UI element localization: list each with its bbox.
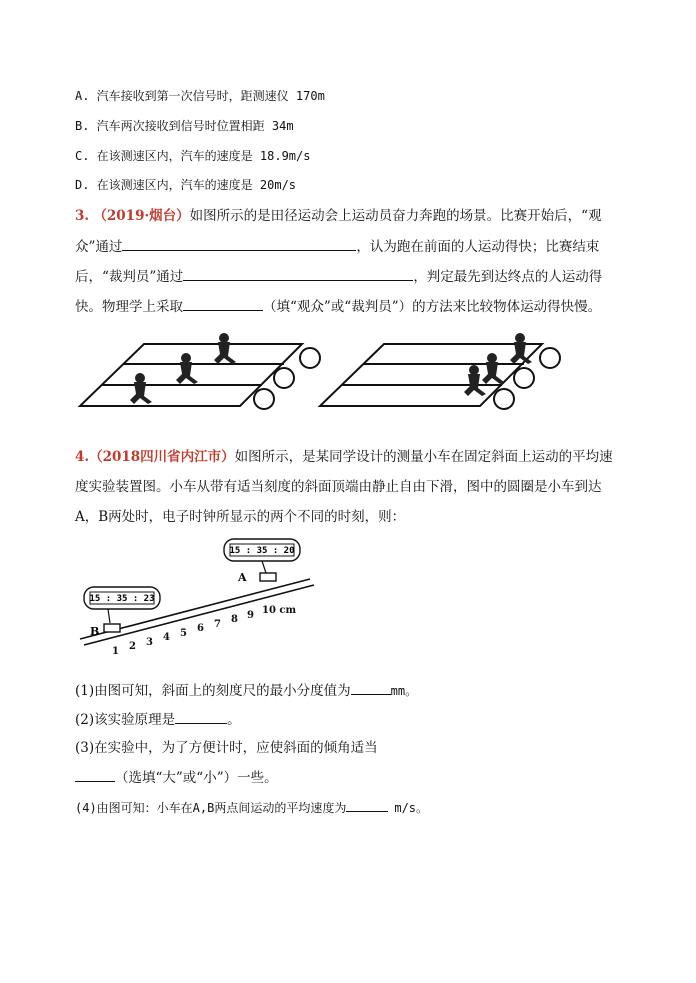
- q3-blank-3[interactable]: [183, 296, 263, 311]
- q4-line-2: 度实验装置图。小车从带有适当刻度的斜面顶端由静止自由下滑，图中的圆圈是小车到达: [75, 479, 602, 495]
- q4-sub-3-cont: [75, 767, 278, 788]
- incline-figure: [74, 535, 334, 661]
- q4-sub-2-text: (2)该实验原理是: [75, 712, 176, 728]
- label-b: B: [90, 625, 100, 638]
- q3-text-3a: 后，“裁判员”通过: [75, 269, 184, 285]
- q3-blank-2[interactable]: [183, 266, 413, 281]
- q4-source: （2018四川省内江市）: [89, 449, 235, 465]
- cart-at-b: [104, 624, 120, 632]
- option-c: C. 在该测速区内，汽车的速度是 18.9m/s: [75, 149, 311, 163]
- q3-text-1: 如图所示的是田径运动会上运动员奋力奔跑的场景。比赛开始后，“观: [189, 208, 602, 224]
- q4-blank-2[interactable]: [175, 709, 227, 724]
- tick-label: 10 cm: [262, 605, 297, 616]
- label-a: A: [238, 571, 247, 584]
- q4-sub-3: (3)在实验中，为了方便计时，应使斜面的倾角适当: [75, 740, 378, 756]
- q3-text-4a: 快。物理学上采取: [75, 299, 183, 315]
- q4-number: 4.: [75, 449, 90, 465]
- tick-label: 2: [129, 641, 136, 652]
- q4-text-1: 如图所示，是某同学设计的测量小车在固定斜面上运动的平均速: [234, 449, 613, 465]
- clock-a-display: [224, 539, 300, 573]
- q4-blank-4[interactable]: [346, 797, 388, 812]
- q4-sub-4-text: (4)由图可知：小车在A,B两点间运动的平均速度为: [75, 801, 347, 815]
- q3-text-2a: 众”通过: [75, 239, 123, 255]
- track-race-figure: [74, 330, 574, 412]
- tick-label: 6: [197, 623, 204, 634]
- q3-blank-1[interactable]: [122, 236, 356, 251]
- q4-blank-3[interactable]: [75, 767, 115, 782]
- q4-sub-1-unit: mm。: [390, 684, 418, 698]
- q3-source: （2019·烟台）: [93, 208, 190, 224]
- option-a: A. 汽车接收到第一次信号时，距测速仪 170m: [75, 89, 325, 103]
- tick-label: 3: [146, 637, 153, 648]
- tick-label: 7: [214, 619, 221, 630]
- clock-a-time: 15 : 35 : 20: [229, 546, 295, 556]
- q3-line-1: [75, 206, 602, 226]
- q4-sub-4-unit: m/s。: [394, 801, 429, 815]
- q4-line-3: A，B两处时，电子时钟所显示的两个不同的时刻，则：: [75, 509, 406, 525]
- q4-sub-1: [75, 680, 417, 701]
- q3-line-2: [75, 236, 599, 257]
- q4-sub-4: [75, 797, 428, 818]
- q4-sub-2-end: 。: [227, 712, 241, 728]
- q3-text-3b: ，判定最先到达终点的人运动得: [413, 269, 603, 285]
- q4-blank-1[interactable]: [351, 680, 391, 695]
- tick-label: 9: [247, 610, 254, 621]
- q4-sub-1-text: (1)由图可知，斜面上的刻度尺的最小分度值为: [75, 683, 351, 699]
- tick-label: 4: [163, 632, 170, 643]
- tick-label: 8: [231, 614, 238, 625]
- option-b: B. 汽车两次接收到信号时位置相距 34m: [75, 119, 294, 133]
- q4-sub-3-text: （选填“大”或“小”）一些。: [115, 770, 278, 786]
- tick-label: 1: [112, 646, 119, 657]
- q3-line-4: [75, 296, 601, 317]
- clock-b-time: 15 : 35 : 23: [89, 594, 155, 604]
- tick-label: 5: [180, 628, 187, 639]
- q3-text-2b: ，认为跑在前面的人运动得快；比赛结束: [356, 239, 600, 255]
- q3-text-4b: （填“观众”或“裁判员”）的方法来比较物体运动得快慢。: [263, 299, 602, 315]
- q4-sub-2: [75, 709, 241, 730]
- option-d: D. 在该测速区内，汽车的速度是 20m/s: [75, 178, 297, 192]
- q4-line-1: [75, 447, 613, 467]
- cart-at-a: [260, 573, 276, 581]
- q3-line-3: [75, 266, 602, 287]
- clock-b-display: [84, 587, 160, 623]
- q3-number: 3.: [75, 208, 90, 224]
- stopwatch-icon: [494, 348, 560, 409]
- stopwatch-icon: [254, 348, 320, 409]
